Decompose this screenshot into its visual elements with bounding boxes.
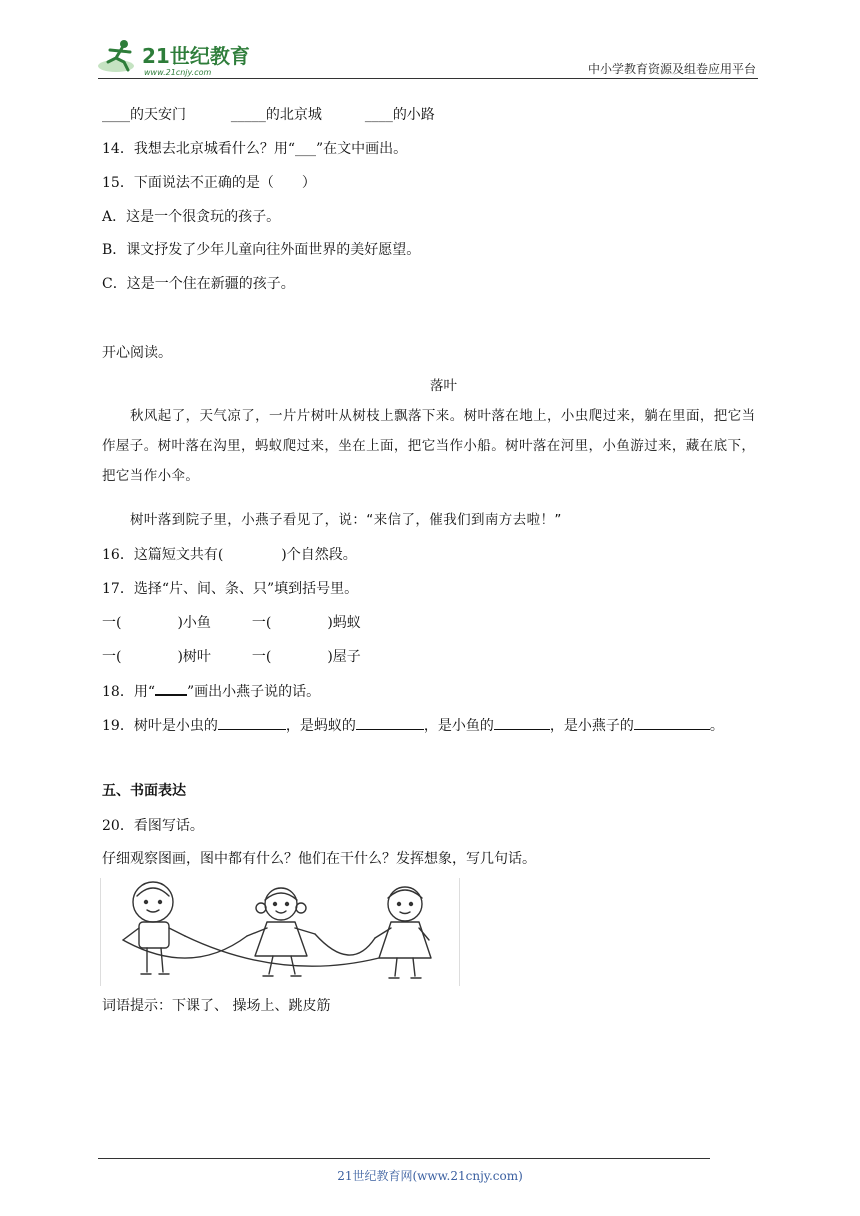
q19-part-e: 。 <box>709 718 724 734</box>
q17-item: )小鱼 <box>177 615 211 631</box>
jump-rope-illustration <box>100 878 460 986</box>
q19-part-a: 19．树叶是小虫的 <box>102 718 218 734</box>
q19-blank <box>356 715 424 730</box>
q17-row-2 <box>102 647 361 667</box>
q17-row-1 <box>102 613 361 633</box>
q16-post: )个自然段。 <box>281 547 357 563</box>
q19-part-d: ，是小燕子的 <box>549 718 634 734</box>
q14: 14．我想去北京城看什么？用“___”在文中画出。 <box>102 141 408 157</box>
q18-underline <box>155 680 187 696</box>
logo-subtext: www.21cnjy.com <box>144 68 212 77</box>
q15-stem: 15．下面说法不正确的是（ ） <box>102 175 316 191</box>
q13-blank-2: _____的北京城 <box>230 107 322 123</box>
q20-stem: 20．看图写话。 <box>102 818 204 834</box>
q15-option-b: B．课文抒发了少年儿童向往外面世界的美好愿望。 <box>102 242 421 258</box>
q13-blank-1: ____的天安门 <box>102 107 186 123</box>
site-logo <box>96 36 266 78</box>
reading-title: 落叶 <box>430 378 457 394</box>
q16 <box>102 545 357 565</box>
children-drawing <box>101 878 459 986</box>
q19-part-b: ，是蚂蚁的 <box>285 718 356 734</box>
q17-item: )蚂蚁 <box>327 615 361 631</box>
q19-blank <box>634 715 710 730</box>
q13-row <box>102 105 435 125</box>
reading-paragraph-2: 树叶落到院子里，小燕子看见了，说：“来信了，催我们到南方去啦！” <box>130 512 562 528</box>
q17-stem: 17．选择“片、间、条、只”填到括号里。 <box>102 581 359 597</box>
q19-blank <box>494 715 550 730</box>
footer-link[interactable]: 21世纪教育网(www.21cnjy.com) <box>337 1169 523 1183</box>
q18 <box>102 680 320 702</box>
reading-intro: 开心阅读。 <box>102 345 172 361</box>
q19-blank <box>218 715 286 730</box>
q19 <box>102 715 724 736</box>
q18-pre: 18．用“ <box>102 684 155 700</box>
q17-item: )树叶 <box>177 649 211 665</box>
header-divider <box>98 78 758 79</box>
logo-text: 21世纪教育 <box>142 44 250 68</box>
q17-item: 一( <box>251 615 272 631</box>
q16-pre: 16．这篇短文共有( <box>102 547 224 563</box>
q17-item: 一( <box>251 649 272 665</box>
q15-option-c: C．这是一个住在新疆的孩子。 <box>102 276 295 292</box>
q19-part-c: ，是小鱼的 <box>423 718 494 734</box>
reading-paragraph-1: 秋风起了，天气凉了，一片片树叶从树枝上飘落下来。树叶落在地上，小虫爬过来，躺在里面，把它当作屋子。树叶落在沟里，蚂蚁爬过来，坐在上面，把它当作小船。树叶落在河里，小鱼游过来，藏在底下，把它当作小伞。 <box>102 408 756 484</box>
q18-post: ”画出小燕子说的话。 <box>186 684 321 700</box>
q20-hint: 词语提示：下课了、 操场上、跳皮筋 <box>102 998 331 1014</box>
q15-option-a: A．这是一个很贪玩的孩子。 <box>102 209 281 225</box>
runner-logo-icon <box>96 36 266 78</box>
q17-item: 一( <box>102 615 122 631</box>
platform-name: 中小学教育资源及组卷应用平台 <box>587 62 756 76</box>
q17-item: )屋子 <box>327 649 361 665</box>
q17-item: 一( <box>102 649 122 665</box>
q20-instruction: 仔细观察图画，图中都有什么？他们在干什么？发挥想象，写几句话。 <box>102 851 536 867</box>
section-heading: 五、书面表达 <box>102 783 186 799</box>
footer-divider <box>98 1158 710 1159</box>
q13-blank-3: ____的小路 <box>364 107 435 123</box>
